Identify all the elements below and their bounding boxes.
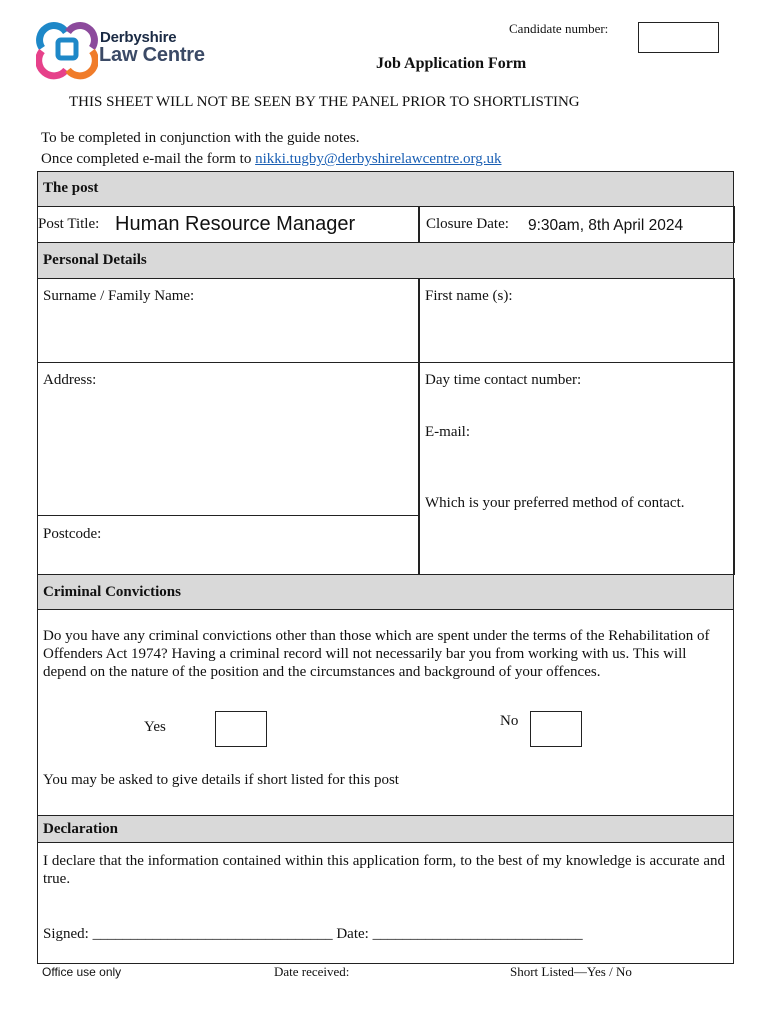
candidate-number-label: Candidate number: [509,21,609,36]
date-received-label: Date received: [274,964,350,979]
postcode-label: Postcode: [43,526,102,542]
application-form [37,171,734,964]
section-header-declaration: Declaration [38,815,733,843]
first-name-label: First name (s): [425,288,513,304]
instruction-prefix: Once completed e-mail the form to [41,151,256,167]
criminal-convictions-text: Do you have any criminal convictions other than those which are spent under the terms of the Rehabilitation of Offenders Act 1974? Having a criminal record will not necessarily bar you from working with us. This will depend on the nature of the position and the circumstances and background of your offences. [43,628,710,680]
contact-details-field[interactable] [419,362,735,575]
short-listed-label: Short Listed—Yes / No [510,964,632,979]
address-label: Address: [43,372,97,388]
declaration-text: I declare that the information contained within this application form, to the best of my knowledge is accurate and true. [43,853,725,887]
instruction-line-1: To be completed in conjunction with the guide notes. [41,130,360,146]
section-header-criminal-convictions: Criminal Convictions [38,574,733,610]
form-title: Job Application Form [376,55,527,72]
surname-label: Surname / Family Name: [43,288,195,304]
preferred-contact-label: Which is your preferred method of contact. [425,495,685,511]
office-use-label: Office use only [42,965,122,979]
logo-line2: Law Centre [99,44,205,66]
logo-mark-icon [36,18,98,80]
post-title-field [37,206,419,243]
post-title-label: Post Title: [38,216,100,232]
no-label: No [500,713,519,729]
closure-date-field [419,206,735,243]
yes-label: Yes [144,719,166,735]
details-note: You may be asked to give details if short listed for this post [43,772,399,788]
email-label: E-mail: [425,424,470,440]
candidate-number-field[interactable] [638,22,719,53]
closure-date-value: 9:30am, 8th April 2024 [528,217,684,234]
daytime-number-label: Day time contact number: [425,372,582,388]
section-header-the-post: The post [38,172,733,207]
section-header-personal-details: Personal Details [38,242,733,279]
signature-line[interactable]: Signed: ________________________________ Date: ____________________________ [43,926,583,942]
sheet-note: THIS SHEET WILL NOT BE SEEN BY THE PANEL PRIOR TO SHORTLISTING [69,94,580,110]
address-field[interactable] [37,362,419,516]
first-name-field[interactable] [419,278,735,363]
post-title-value: Human Resource Manager [115,213,356,235]
instruction-line-2 [41,151,502,168]
postcode-field[interactable] [37,515,419,575]
surname-field[interactable] [37,278,419,363]
no-checkbox[interactable] [530,711,582,747]
logo-line1: Derbyshire [100,29,177,46]
contact-email-link[interactable]: nikki.tugby@derbyshirelawcentre.org.uk [255,151,502,167]
yes-checkbox[interactable] [215,711,267,747]
closure-date-label: Closure Date: [426,216,509,232]
